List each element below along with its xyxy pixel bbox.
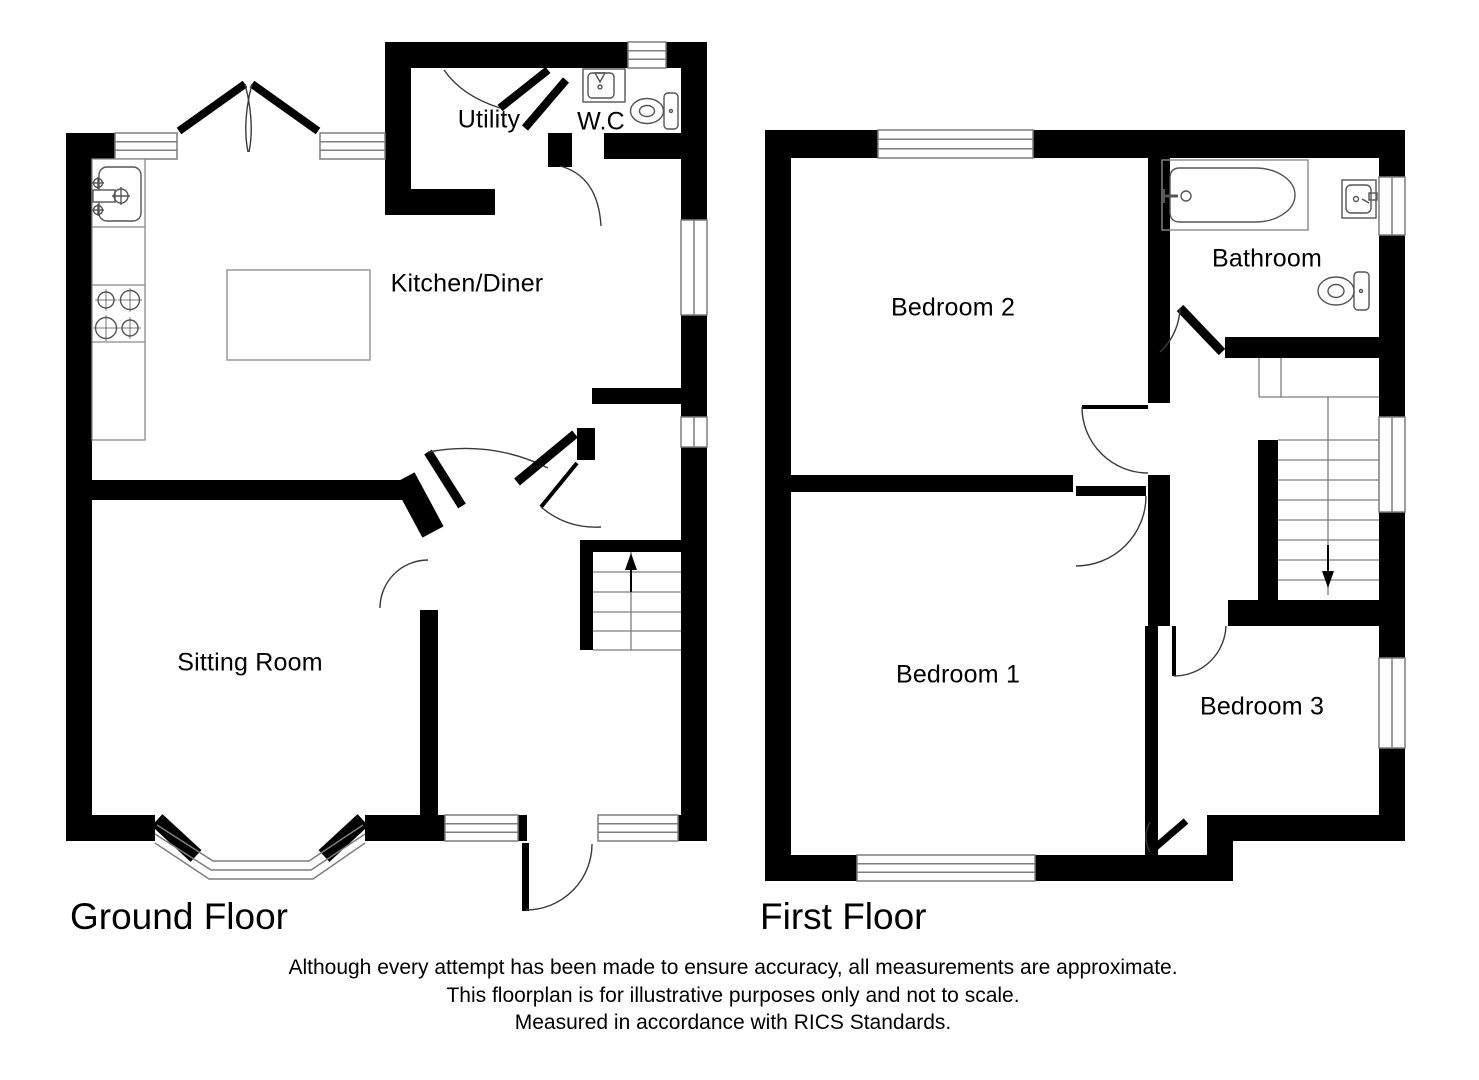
gf-stairs [593, 552, 681, 650]
bedroom3-door [1174, 626, 1226, 676]
ground-floor-plan [66, 42, 707, 911]
gf-walls [66, 42, 707, 911]
ff-walls [765, 130, 1405, 881]
ff-windows [857, 130, 1405, 881]
bathtub-icon [1162, 160, 1308, 230]
window [878, 130, 1033, 158]
window [1379, 417, 1405, 512]
first-floor-plan [765, 130, 1405, 881]
kitchen-hall-doors [428, 434, 601, 527]
disclaimer-line-1: Although every attempt has been made to ensure accuracy, all measurements are approximate. [288, 956, 1178, 979]
bedroom1-door [1076, 486, 1146, 566]
window [681, 220, 707, 315]
window [628, 42, 666, 68]
french-doors [179, 84, 318, 152]
bedroom2-door [1082, 407, 1148, 473]
room-label-bedroom-3: Bedroom 3 [1199, 692, 1325, 721]
bathroom-basin-icon [1342, 180, 1377, 218]
bathroom-toilet-icon [1318, 272, 1369, 310]
first-floor-title: First Floor [760, 896, 927, 937]
window [598, 815, 678, 841]
room-label-wc: W.C [577, 107, 625, 136]
room-label-bathroom: Bathroom [1212, 244, 1322, 273]
window [115, 133, 177, 159]
disclaimer-line-3: Measured in accordance with RICS Standards. [514, 1011, 952, 1034]
window [857, 855, 1035, 881]
room-label-bedroom-2: Bedroom 2 [890, 293, 1016, 322]
window [445, 815, 518, 841]
front-door [526, 844, 592, 910]
wc-toilet-icon [631, 93, 679, 129]
room-label-utility: Utility [457, 105, 521, 134]
island-unit-icon [227, 270, 370, 360]
room-label-bedroom-1: Bedroom 1 [895, 660, 1021, 689]
window [320, 133, 385, 159]
window [1379, 658, 1405, 748]
stairs-down-arrow-icon [1322, 545, 1334, 588]
wc-door [560, 166, 601, 226]
window [681, 417, 707, 447]
wc-basin-icon [583, 69, 625, 102]
room-label-kitchen-diner: Kitchen/Diner [390, 269, 544, 298]
window [1379, 177, 1405, 235]
disclaimer-line-2: This floorplan is for illustrative purposes only and not to scale. [446, 984, 1020, 1007]
sitting-room-door [380, 560, 428, 608]
room-label-sitting-room: Sitting Room [177, 648, 323, 677]
ground-floor-title: Ground Floor [70, 896, 288, 937]
ff-stairs [1258, 358, 1379, 600]
